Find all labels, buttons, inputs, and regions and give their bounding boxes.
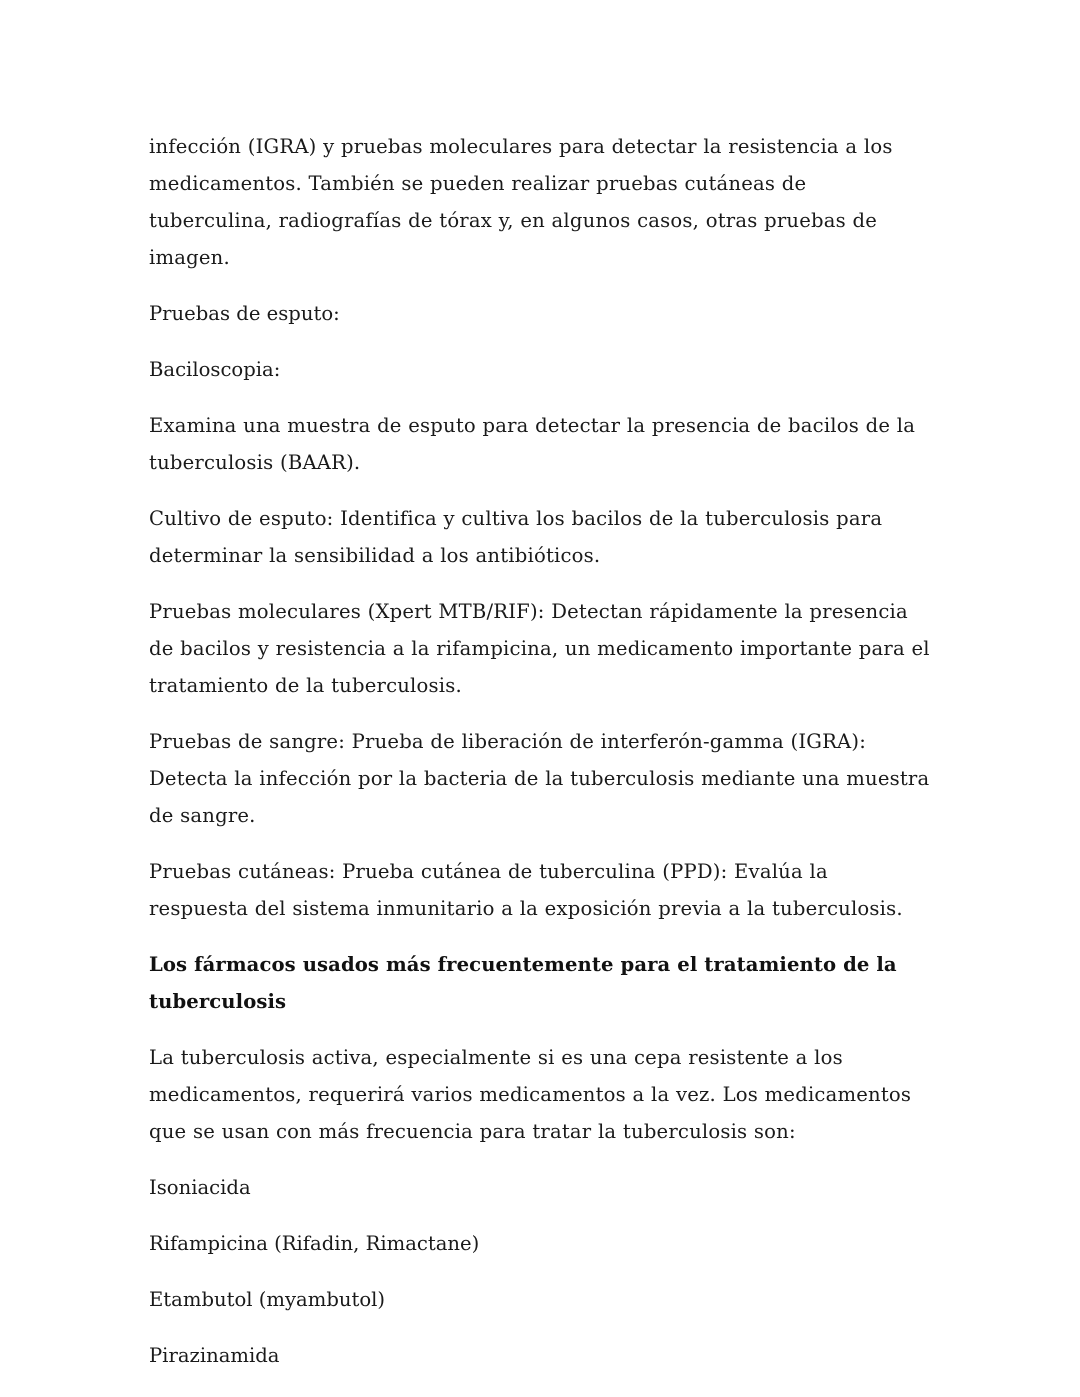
paragraph-pruebas-sangre: Pruebas de sangre: Prueba de liberación de interferón-gamma (IGRA): Detecta la infección por la bacteria de la tuberculosis mediante una muestra de sangre.	[149, 730, 930, 827]
paragraph-pruebas-moleculares: Pruebas moleculares (Xpert MTB/RIF): Detectan rápidamente la presencia de bacilos y resistencia a la rifampicina, un medicamento importante para el tratamiento de la tuberculosis.	[149, 600, 930, 697]
paragraph-diagnostico-intro: infección (IGRA) y pruebas moleculares para detectar la resistencia a los medicamentos. También se pueden realizar pruebas cutáneas de tuberculina, radiografías de tórax y, en algunos casos, otras pruebas de imagen.	[149, 135, 893, 269]
list-item-rifampicina: Rifampicina (Rifadin, Rimactane)	[149, 1232, 480, 1255]
list-item-pirazinamida: Pirazinamida	[149, 1344, 280, 1367]
paragraph-pruebas-esputo: Pruebas de esputo:	[149, 302, 340, 325]
paragraph-pruebas-cutaneas: Pruebas cutáneas: Prueba cutánea de tuberculina (PPD): Evalúa la respuesta del sistema inmunitario a la exposición previa a la tuberculosis.	[149, 860, 903, 920]
paragraph-cultivo-esputo: Cultivo de esputo: Identifica y cultiva los bacilos de la tuberculosis para determinar la sensibilidad a los antibióticos.	[149, 507, 883, 567]
paragraph-baciloscopia: Baciloscopia:	[149, 358, 281, 381]
document-body	[149, 128, 931, 1393]
list-item-etambutol: Etambutol (myambutol)	[149, 1288, 386, 1311]
paragraph-tratamiento-intro: La tuberculosis activa, especialmente si es una cepa resistente a los medicamentos, requerirá varios medicamentos a la vez. Los medicamentos que se usan con más frecuencia para tratar la tuberculosis son:	[149, 1046, 912, 1143]
paragraph-baciloscopia-descripcion: Examina una muestra de esputo para detectar la presencia de bacilos de la tuberculosis (BAAR).	[149, 414, 916, 474]
section-heading-farmacos: Los fármacos usados más frecuentemente para el tratamiento de la tuberculosis	[149, 953, 897, 1013]
list-item-isoniacida: Isoniacida	[149, 1176, 251, 1199]
